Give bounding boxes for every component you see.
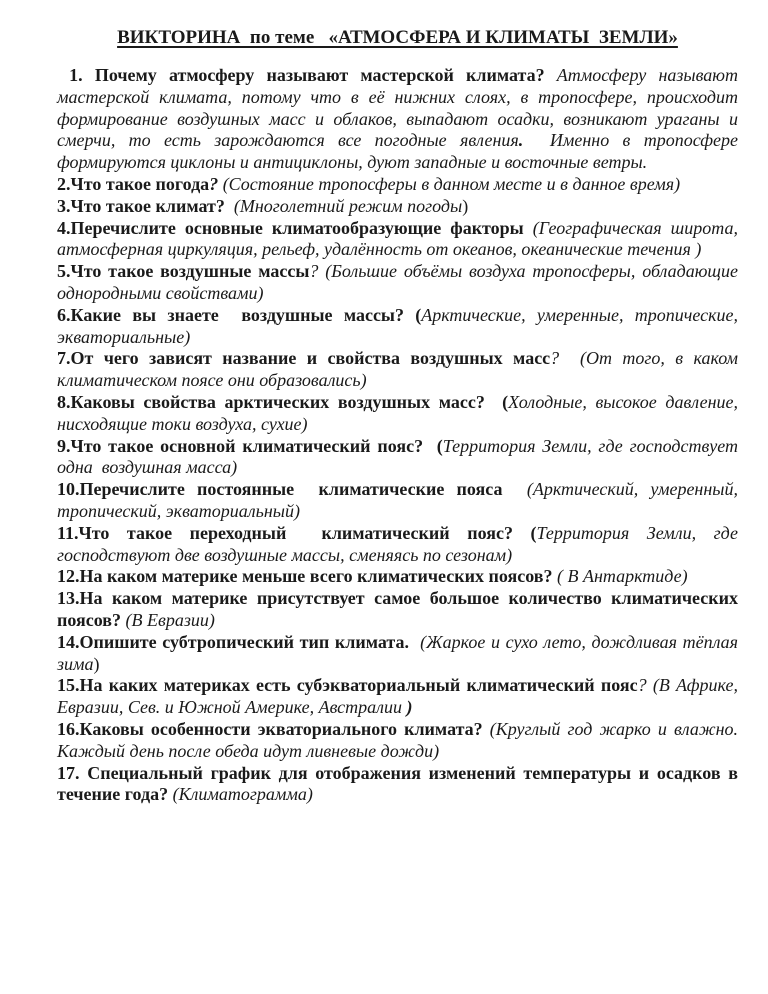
text-run: (В Евразии) — [125, 609, 215, 630]
text-run: (Климатограмма) — [172, 784, 313, 805]
text-run: 6.Какие вы знаете воздушные массы? ( — [57, 304, 422, 325]
paragraph — [57, 196, 738, 218]
text-run: 9.Что такое основной климатический пояс? ( — [57, 435, 443, 456]
text-run: 17. Специальный график для отображения изменений температуры и осадков в течение года? — [57, 762, 743, 805]
text-run: (Жаркое и сухо лето, дождливая тёплая зима — [57, 631, 743, 674]
text-run: 7.От чего зависят название и свойства воздушных масс — [57, 348, 551, 369]
paragraph — [57, 479, 743, 523]
paragraph — [57, 304, 743, 349]
text-run: 8.Каковы свойства арктических воздушных масс? ( — [57, 391, 509, 412]
text-run: 3.Что такое климат? — [57, 195, 234, 216]
paragraph — [57, 631, 743, 676]
text-run: ) — [406, 697, 413, 718]
paragraph — [57, 435, 743, 480]
text-run: Атмосферу называют мастерской климата, потому что в её нижних слоях, в тропосфере, происходит формирование воздушных масс и облаков, выпадают осадки, возникают ураганы и смерчи, то есть зарождаются все погодные явления — [57, 65, 743, 151]
text-run: ? (Большие объёмы воздуха тропосферы, обладающие однородными свойствами) — [57, 261, 743, 303]
text-run: ) — [93, 653, 100, 674]
page-title: ВИКТОРИНА по теме «АТМОСФЕРА И КЛИМАТЫ ЗЕМЛИ» — [117, 27, 678, 48]
text-run: (Географическая широта, атмосферная циркуляция, рельеф, удалённость от океанов, океанические течения ) — [57, 217, 743, 260]
text-run: 4.Перечислите основные климатообразующие факторы — [57, 217, 533, 238]
paragraph — [57, 522, 743, 567]
paragraph — [57, 217, 743, 262]
text-run: (Многолетний режим погоды — [233, 195, 463, 216]
text-run: ? (В Африке, Евразии, Сев. и Южной Америке, Австралии — [57, 675, 743, 718]
paragraph — [57, 391, 743, 436]
text-run: 12.На каком материке меньше всего климатических поясов? — [57, 566, 557, 587]
text-run: . — [518, 130, 524, 151]
paragraph — [57, 588, 743, 632]
text-run: Территория Земли, где господствует одна воздушная масса) — [57, 435, 743, 478]
text-run: 14.Опишите субтропический тип климата. — [57, 631, 421, 652]
paragraph — [57, 762, 743, 807]
text-run: (Круглый год жарко и влажно. Каждый день после обеда идут ливневые дожди) — [57, 718, 743, 761]
text-run: 16.Каковы особенности экваториального климата? — [57, 718, 490, 739]
text-run: (Арктический, умеренный, тропический, экваториальный) — [57, 479, 743, 521]
paragraph — [57, 174, 738, 196]
paragraph — [57, 718, 743, 763]
text-run: 5.Что такое воздушные массы — [57, 261, 310, 282]
text-run: ( В Антарктиде) — [556, 566, 688, 587]
paragraph — [57, 675, 743, 719]
text-run: Именно в тропосфере формируются циклоны и антициклоны, дуют западные и восточные ветры. — [57, 130, 743, 173]
text-run: ? — [209, 173, 219, 194]
text-run: 2.Что такое погода — [57, 173, 210, 194]
text-run: Территория Земли, где господствуют две воздушные массы, сменяясь по сезонам) — [57, 522, 743, 565]
text-run: Холодные, высокое давление, нисходящие токи воздуха, сухие) — [57, 391, 743, 434]
text-run: (Состояние тропосферы в данном месте и в данное время) — [218, 173, 681, 194]
text-run: ? (От того, в каком климатическом поясе они образовались) — [57, 348, 743, 391]
paragraph — [57, 566, 738, 588]
paragraph — [57, 261, 743, 305]
text-run: 13.На каком материке присутствует самое большое количество климатических поясов? — [57, 588, 743, 630]
text-run: 1. Почему атмосферу называют мастерской климата? — [57, 65, 557, 85]
text-run: ) — [462, 195, 469, 216]
paragraph — [57, 65, 743, 174]
text-run: 15.На каких материках есть субэкваториальный климатический пояс — [57, 675, 638, 696]
text-run: Арктические, умеренные, тропические, экваториальные) — [57, 304, 743, 347]
text-run: 10.Перечислите постоянные климатические пояса — [57, 479, 527, 500]
document-body — [57, 65, 743, 806]
paragraph — [57, 348, 743, 392]
text-run: 11.Что такое переходный климатический пояс? ( — [57, 522, 537, 543]
